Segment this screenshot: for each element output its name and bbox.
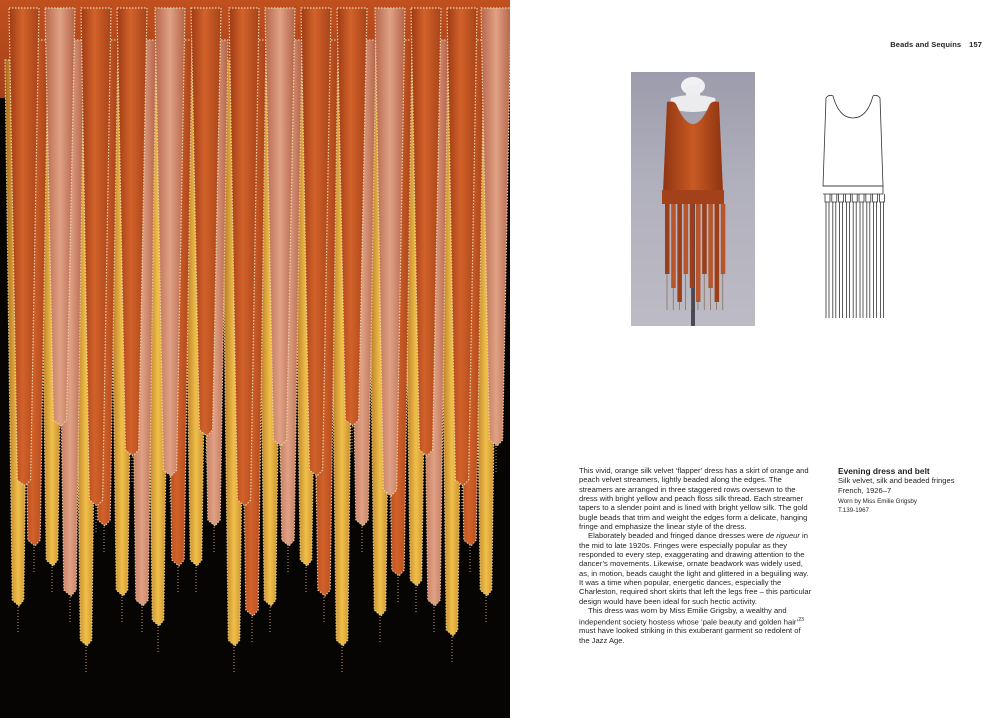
dress-line-drawing <box>803 86 903 322</box>
photo-streamer <box>671 204 676 288</box>
section-title: Beads and Sequins <box>890 40 962 49</box>
photo-streamer <box>690 204 695 288</box>
drawing-streamer-top <box>873 194 878 202</box>
photo-streamer <box>677 204 682 302</box>
caption-museum-number: T.139-1967 <box>838 507 869 515</box>
footnote-marker: 23 <box>798 616 804 623</box>
caption-title: Evening dress and belt <box>838 466 930 476</box>
photo-streamer <box>684 204 689 274</box>
drawing-streamer-top <box>839 194 844 202</box>
photo-streamer <box>708 204 713 288</box>
drawing-streamer-top <box>845 194 850 202</box>
body-text <box>579 466 813 645</box>
photo-streamer <box>721 204 726 274</box>
drawing-streamer-top <box>879 194 884 202</box>
object-caption <box>838 466 988 515</box>
body-paragraph-2: Elaborately beaded and fringed dance dresses were de rigueur in the mid to late 1920s. Fringes were especially popular as they responded to every step, exaggerating and drawing attention to the dancer’s movements. Likewise, ornate beadwork was widely used, as, in motion, beads caught the light and glittered in a beguiling way. It was a time when popular, energetic dances, especially the Charleston, required short skirts that left the legs free – this particular design would have been ideal for such hectic activity. <box>579 531 812 606</box>
drawing-streamer-top <box>866 194 871 202</box>
body-paragraph-1: This vivid, orange silk velvet ‘flapper’ dress has a skirt of orange and peach velvet streamers, lightly beaded along the edges. The streamers are arranged in three staggered rows oversewn to the dress with bright yellow and peach floss silk thread. Each streamer tapers to a slender point and is lined with bright yellow silk. The gold bugle beads that trim and weight the edges form a delicate, hanging fringe and emphasize the linear style of the dress. <box>579 466 809 532</box>
drawing-streamer-top <box>852 194 857 202</box>
caption-origin: French, 1926–7 <box>838 485 892 495</box>
caption-materials: Silk velvet, silk and beaded fringes <box>838 476 955 485</box>
drawing-streamer-top <box>859 194 864 202</box>
photo-streamer <box>715 204 720 302</box>
body-paragraph-3: This dress was worn by Miss Emilie Grigsby, a wealthy and independent society hostess whose ‘pale beauty and golden hair’$^{23}$ must have looked striking in this exuberant garment so redolent of the Jazz Age. <box>579 606 804 645</box>
page-number: 157 <box>969 40 982 49</box>
photo-streamer <box>696 204 701 302</box>
right-page <box>510 0 1000 718</box>
drawing-streamer-top <box>825 194 830 202</box>
photo-streamer <box>665 204 670 274</box>
dress-on-mannequin-photo <box>631 72 755 326</box>
running-head <box>890 40 982 49</box>
drawing-streamer-top <box>832 194 837 202</box>
caption-credit: Worn by Miss Emilie Grigsby <box>838 498 917 506</box>
dress-photo-image <box>631 72 755 326</box>
photo-streamer <box>702 204 707 274</box>
